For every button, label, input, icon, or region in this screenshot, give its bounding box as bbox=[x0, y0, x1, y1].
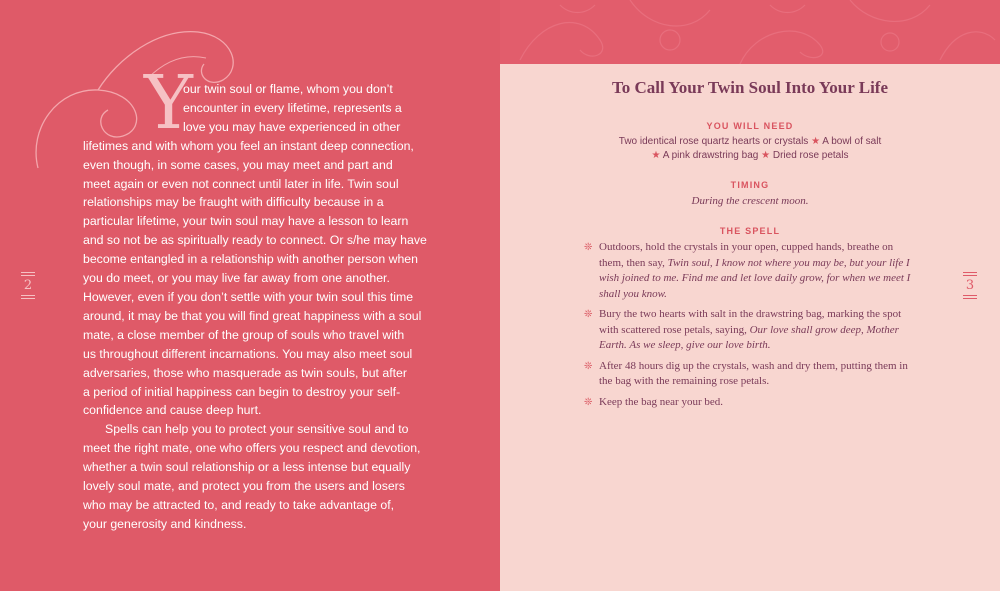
timing-heading: TIMING bbox=[730, 180, 770, 190]
list-item bbox=[584, 395, 914, 411]
ingredient-item: A bowl of salt bbox=[822, 136, 882, 147]
body-line: who may be attracted to, and ready to take advantage of, bbox=[83, 497, 395, 512]
body-line: love you may have experienced in other bbox=[183, 119, 401, 134]
body-line: around, it may be that you will find great happiness with a soul bbox=[83, 308, 422, 323]
folio-rule bbox=[963, 275, 977, 276]
body-line: confidence and cause deep hurt. bbox=[83, 403, 262, 418]
step-text: Keep the bag near your bed. bbox=[599, 395, 724, 408]
damask-pattern-icon bbox=[500, 0, 1000, 64]
ingredient-item: Two identical rose quartz hearts or crystals bbox=[618, 136, 809, 147]
page-number-left bbox=[16, 270, 40, 301]
body-line: encounter in every lifetime, represents a bbox=[183, 100, 402, 115]
the-spell-heading: THE SPELL bbox=[719, 226, 781, 236]
body-line: whether a twin soul relationship or a less intense but equally bbox=[83, 460, 411, 475]
body-line: mate, a close member of the group of souls who travel with bbox=[83, 327, 405, 342]
folio-rule bbox=[21, 272, 35, 273]
star-icon: ★ bbox=[761, 150, 771, 161]
body-line: particular lifetime, your twin soul may have a lesson to learn bbox=[83, 214, 409, 229]
ingredients-list bbox=[560, 135, 940, 163]
body-line: relationships may be fraught with difficulty because in a bbox=[83, 195, 384, 210]
folio-rule bbox=[963, 298, 977, 299]
flower-bullet-icon: ❊ bbox=[584, 309, 593, 320]
body-line: However, even if you don’t settle with your twin soul this time bbox=[83, 289, 414, 304]
body-line: lovely soul mate, and protect you from the users and losers bbox=[83, 479, 405, 494]
decorative-banner bbox=[500, 0, 1000, 64]
step-text: After 48 hours dig up the crystals, wash and dry them, putting them in the bag with the remaining rose petals. bbox=[599, 359, 908, 387]
body-line: become entangled in a relationship with another person when bbox=[83, 252, 418, 267]
folio-rule bbox=[21, 295, 35, 296]
list-item bbox=[584, 240, 914, 302]
body-line: a period of initial happiness can begin to destroy your self- bbox=[83, 384, 401, 399]
body-line: and so not be as spiritually ready to connect. Or s/he may have bbox=[83, 233, 427, 248]
flower-bullet-icon: ❊ bbox=[584, 242, 593, 253]
folio-rule bbox=[21, 275, 35, 276]
folio-rule bbox=[21, 298, 35, 299]
ingredient-item: Dried rose petals bbox=[772, 150, 849, 161]
timing-text: During the crescent moon. bbox=[691, 195, 809, 207]
folio-rule bbox=[963, 295, 977, 296]
right-page bbox=[500, 0, 1000, 591]
spell-title: To Call Your Twin Soul Into Your Life bbox=[611, 78, 889, 97]
body-line: your generosity and kindness. bbox=[83, 516, 247, 531]
body-line: adversaries, those who masquerade as twin souls, but after bbox=[83, 365, 407, 380]
body-line: us throughout different incarnations. You may also meet soul bbox=[83, 346, 413, 361]
step-incantation: Our love shall grow deep, Mother Earth. As we sleep, give our love birth. bbox=[599, 323, 899, 351]
you-will-need-heading: YOU WILL NEED bbox=[706, 121, 794, 131]
ingredient-item: A pink drawstring bag bbox=[662, 150, 759, 161]
body-line: our twin soul or flame, whom you don’t bbox=[183, 82, 393, 96]
body-line: even though, in some cases, you may meet and part and bbox=[83, 157, 393, 172]
step-text: Bury the two hearts with salt in the drawstring bag, marking the spot with scattered rose petals, saying, bbox=[599, 308, 902, 336]
page-number-right bbox=[958, 270, 982, 301]
folio-rule bbox=[963, 272, 977, 273]
list-item bbox=[584, 307, 914, 354]
step-text: Outdoors, hold the crystals in your open, cupped hands, breathe on them, then say, bbox=[599, 241, 894, 269]
drop-cap: Y bbox=[144, 60, 193, 146]
flower-bullet-icon: ❊ bbox=[584, 396, 593, 408]
body-line: you do meet, or you may live far away from one another. bbox=[83, 271, 390, 286]
page-number-text: 3 bbox=[965, 278, 975, 293]
step-incantation: Twin soul, I know not where you may be, but your life I wish joined to me. Find me and let love daily grow, for when we meet I shall you know. bbox=[599, 256, 911, 300]
spell-steps bbox=[584, 240, 914, 415]
flower-bullet-icon: ❊ bbox=[584, 360, 593, 372]
star-icon: ★ bbox=[811, 136, 821, 147]
star-icon: ★ bbox=[651, 150, 661, 161]
body-line: Spells can help you to protect your sensitive soul and to bbox=[105, 422, 409, 437]
list-item bbox=[584, 359, 914, 390]
body-line: lifetimes and with whom you feel an instant deep connection, bbox=[83, 138, 414, 153]
page-number-text: 2 bbox=[23, 278, 33, 293]
body-line: meet again or even not connect until later in life. Twin soul bbox=[83, 176, 399, 191]
body-text bbox=[83, 80, 428, 534]
body-line: meet the right mate, one who offers you respect and devotion, bbox=[83, 441, 421, 456]
